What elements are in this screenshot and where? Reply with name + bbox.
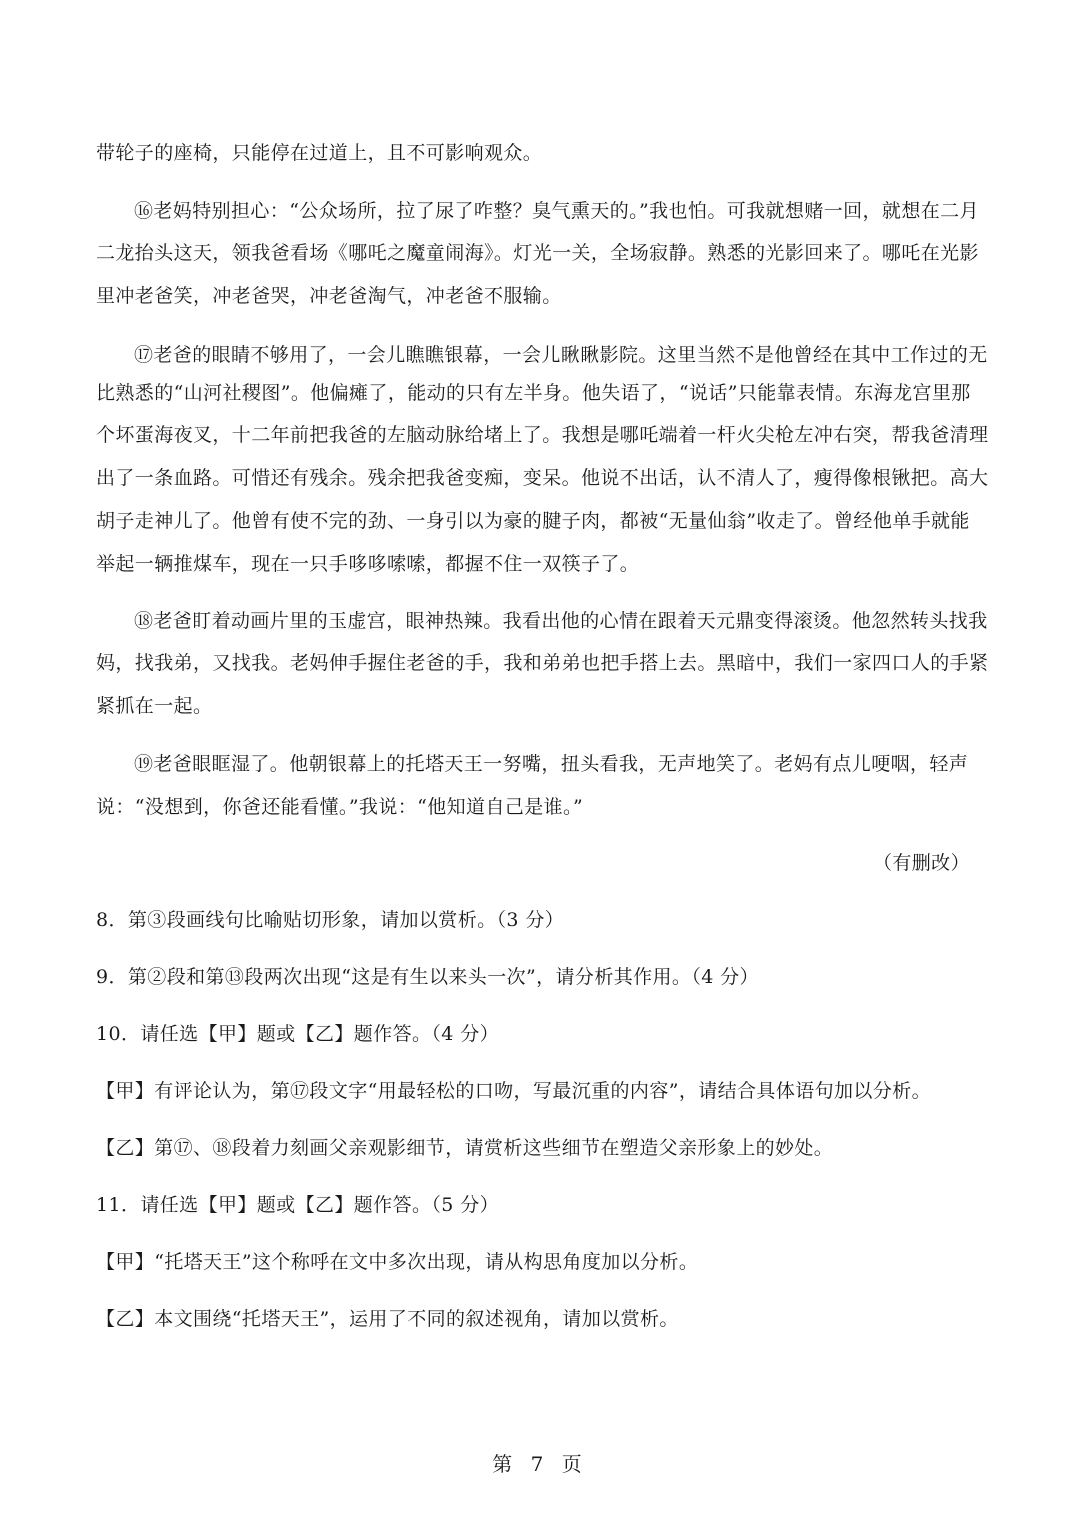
question-11-option-jia: 【甲】“托塔天王”这个称呼在文中多次出现，请从构思角度加以分析。: [96, 1251, 699, 1273]
paragraph-17-line-4: 出了一条血路。可惜还有残余。残余把我爸变痴，变呆。他说不出话，认不清人了，瘦得像根锹把。高大: [96, 467, 989, 489]
paragraph-17-line-3: 个坏蛋海夜叉，十二年前把我爸的左脑动脉给堵上了。我想是哪吒端着一杆火尖枪左冲右突，帮我爸清理: [96, 424, 989, 446]
paragraph-16-line-2: 二龙抬头这天，领我爸看场《哪吒之魔童闹海》。灯光一关，全场寂静。熟悉的光影回来了。哪吒在光影: [96, 242, 979, 264]
page-number: 第 7 页: [492, 1452, 588, 1476]
question-10-option-jia: 【甲】有评论认为，第⑰段文字“用最轻松的口吻，写最沉重的内容”，请结合具体语句加以分析。: [96, 1080, 932, 1102]
paragraph-17-line-1: ⑰老爸的眼睛不够用了，一会儿瞧瞧银幕，一会儿瞅瞅影院。这里当然不是他曾经在其中工作过的无: [134, 344, 988, 366]
question-11: 11．请任选【甲】题或【乙】题作答。（5 分）: [96, 1194, 500, 1216]
paragraph-16-line-3: 里冲老爸笑，冲老爸哭，冲老爸淘气，冲老爸不服输。: [96, 285, 562, 307]
paragraph-16-line-1: ⑯老妈特别担心：“公众场所，拉了尿了咋整？臭气熏天的。”我也怕。可我就想赌一回，就想在二月: [134, 200, 979, 222]
paragraph-18-line-1: ⑱老爸盯着动画片里的玉虚宫，眼神热辣。我看出他的心情在跟着天元鼎变得滚烫。他忽然转头找我: [134, 610, 988, 632]
paragraph-17-line-6: 举起一辆推煤车，现在一只手哆哆嗦嗦，都握不住一双筷子了。: [96, 553, 640, 575]
question-9: 9．第②段和第⑬段两次出现“这是有生以来头一次”，请分析其作用。（4 分）: [96, 966, 759, 988]
paragraph-19-line-2: 说：“没想到，你爸还能看懂。”我说：“他知道自己是谁。”: [96, 796, 584, 818]
paragraph-15-tail: 带轮子的座椅，只能停在过道上，且不可影响观众。: [96, 142, 543, 164]
question-10: 10．请任选【甲】题或【乙】题作答。（4 分）: [96, 1023, 500, 1045]
paragraph-18-line-2: 妈，找我弟，又找我。老妈伸手握住老爸的手，我和弟弟也把手搭上去。黑暗中，我们一家四口人的手紧: [96, 652, 989, 674]
edit-note: （有删改）: [872, 852, 970, 874]
question-11-option-yi: 【乙】本文围绕“托塔天王”，运用了不同的叙述视角，请加以赏析。: [96, 1308, 679, 1330]
paragraph-17-line-2: 比熟悉的“山河社稷图”。他偏瘫了，能动的只有左半身。他失语了，“说话”只能靠表情。东海龙宫里那: [96, 382, 971, 404]
question-8: 8．第③段画线句比喻贴切形象，请加以赏析。（3 分）: [96, 909, 565, 931]
question-10-option-yi: 【乙】第⑰、⑱段着力刻画父亲观影细节，请赏析这些细节在塑造父亲形象上的妙处。: [96, 1137, 834, 1159]
paragraph-19-line-1: ⑲老爸眼眶湿了。他朝银幕上的托塔天王一努嘴，扭头看我，无声地笑了。老妈有点儿哽咽，轻声: [134, 753, 969, 775]
paragraph-17-line-5: 胡子走神儿了。他曾有使不完的劲、一身引以为豪的腱子肉，都被“无量仙翁”收走了。曾经他单手就能: [96, 510, 970, 532]
paragraph-18-line-3: 紧抓在一起。: [96, 695, 213, 717]
